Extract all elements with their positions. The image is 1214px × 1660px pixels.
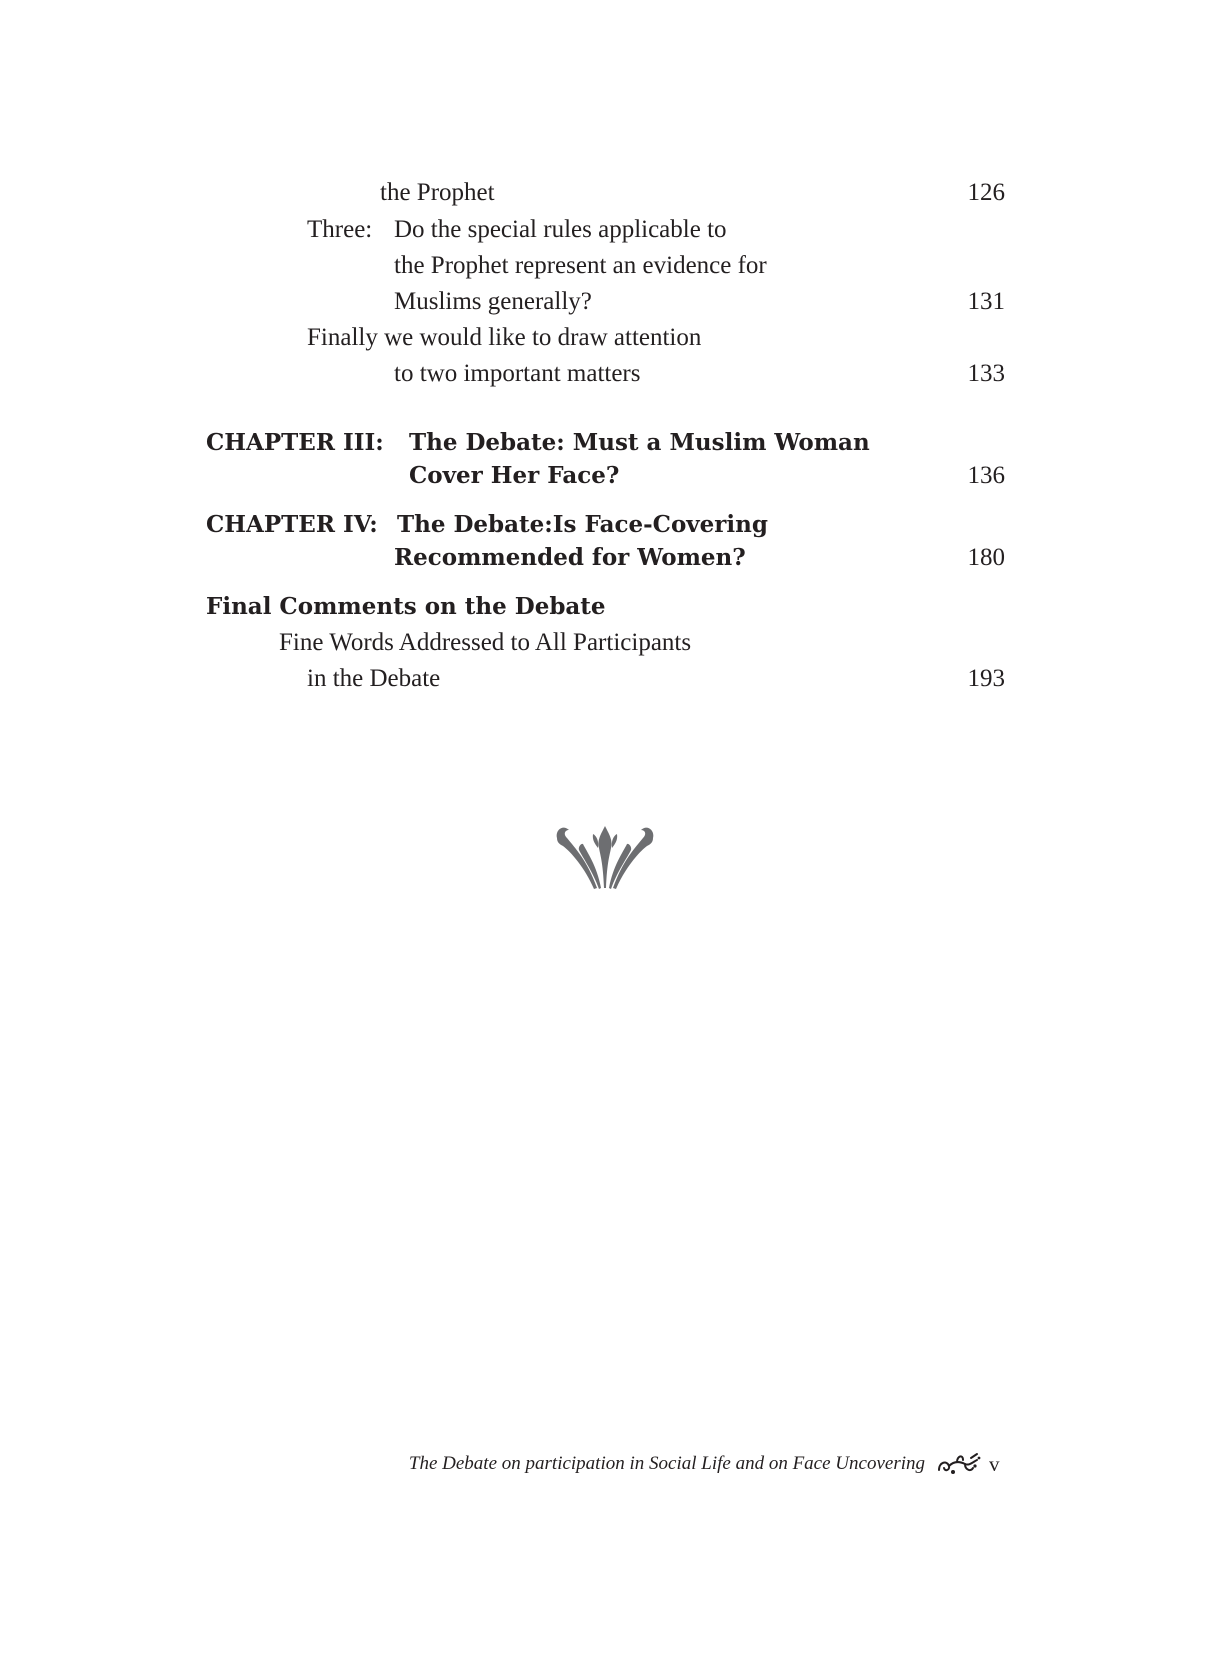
- toc-page-number: 133: [967, 360, 1005, 387]
- chapter-4-title-line2: Recommended for Women?: [394, 544, 746, 571]
- toc-page-number: 126: [967, 179, 1005, 206]
- fleuron-ornament-icon: [553, 822, 657, 890]
- chapter-3-label: CHAPTER III:: [206, 429, 384, 456]
- chapter-4-title-line1: The Debate:Is Face-Covering: [397, 511, 768, 538]
- floral-flourish-icon: [935, 1450, 981, 1478]
- toc-entry-the-prophet: the Prophet: [380, 179, 495, 206]
- toc-entry-label-three: Three:: [307, 216, 373, 243]
- toc-page-number: 193: [967, 665, 1005, 692]
- toc-entry-three-line3: Muslims generally?: [394, 288, 592, 315]
- chapter-4-label: CHAPTER IV:: [206, 511, 378, 538]
- toc-entry-three-line1: Do the special rules applicable to: [394, 216, 727, 243]
- running-footer-title: The Debate on participation in Social Life and on Face Uncovering: [408, 1453, 925, 1474]
- toc-entry-finally-line1: Finally we would like to draw attention: [307, 324, 702, 351]
- page-folio: v: [989, 1452, 1000, 1476]
- toc-entry-finally-line2: to two important matters: [394, 360, 641, 387]
- toc-page-number: 131: [967, 288, 1005, 315]
- toc-page-number: 136: [967, 462, 1005, 489]
- chapter-3-title-line1: The Debate: Must a Muslim Woman: [409, 429, 870, 456]
- chapter-3-title-line2: Cover Her Face?: [409, 462, 620, 489]
- final-comments-heading: Final Comments on the Debate: [206, 593, 606, 620]
- toc-entry-fine-words-line2: in the Debate: [307, 665, 441, 692]
- toc-page-number: 180: [967, 544, 1005, 571]
- toc-entry-three-line2: the Prophet represent an evidence for: [394, 252, 767, 279]
- toc-entry-fine-words-line1: Fine Words Addressed to All Participants: [279, 629, 692, 656]
